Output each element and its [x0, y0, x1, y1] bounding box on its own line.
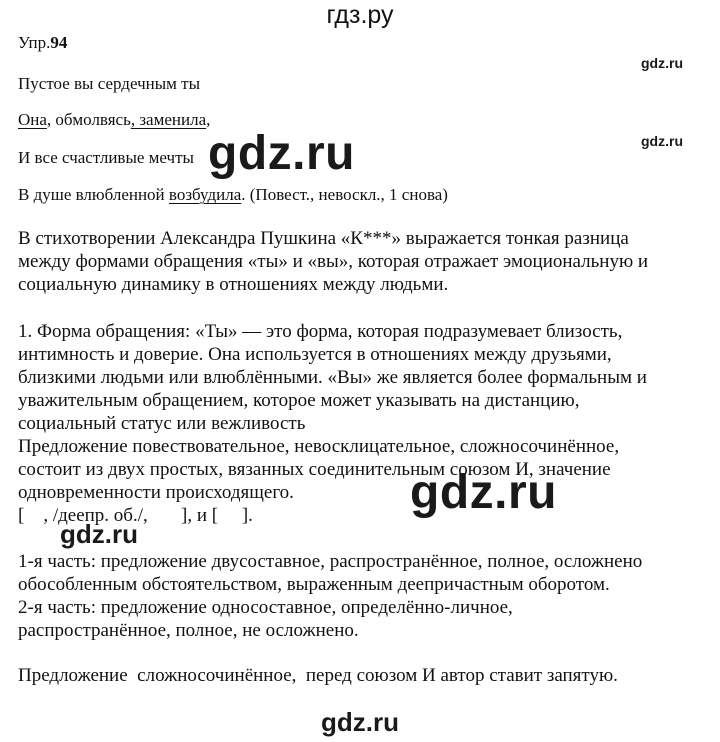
- section-line: состоит из двух простых, вязанных соединительным союзом И, значение: [18, 459, 611, 480]
- intro-paragraph: [18, 227, 648, 296]
- poem-line-3: И все счастливые мечты: [18, 148, 194, 167]
- parts-line: 2-я часть: предложение односоставное, определённо-личное,: [18, 597, 513, 618]
- section-line: интимность и доверие. Она используется в отношениях между друзьями,: [18, 344, 612, 365]
- parts-paragraph: [18, 550, 642, 642]
- poem-line-1: Пустое вы сердечным ты: [18, 74, 201, 93]
- exercise-label: [18, 33, 67, 53]
- watermark-small-1: gdz.ru: [641, 55, 683, 71]
- exercise-number: 94: [50, 33, 68, 52]
- poem-line-4-note: . (Повест., невоскл., 1 снова): [241, 185, 448, 204]
- poem-line-4-start: В душе влюбленной: [18, 185, 169, 204]
- intro-line: В стихотворении Александра Пушкина «К***» выражается тонкая разница: [18, 228, 629, 249]
- poem-line-4: [18, 185, 448, 205]
- poem-line-2: [18, 110, 210, 130]
- conclusion: Предложение сложносочинённое, перед союзом И автор ставит запятую.: [18, 665, 618, 686]
- section-line: 1. Форма обращения: «Ты» — это форма, которая подразумевает близость,: [18, 321, 623, 342]
- watermark-large-1: gdz.ru: [208, 127, 355, 180]
- poem-verb-2: возбудила: [168, 185, 242, 204]
- intro-line: социальную динамику в отношениях между людьми.: [18, 274, 449, 295]
- poem-participle: , обмолвясь: [46, 110, 131, 129]
- section-line: близкими людьми или влюблёнными. «Вы» же является более формальным и: [18, 367, 647, 388]
- poem-subject: Она: [18, 110, 47, 129]
- watermark-large-2: gdz.ru: [410, 466, 557, 519]
- sentence-scheme: [ , /деепр. об./, ], и [ ].: [18, 505, 253, 526]
- intro-line: между формами обращения «ты» и «вы», которая отражает эмоциональную и: [18, 251, 649, 272]
- watermark-mid: gdz.ru: [60, 519, 138, 549]
- poem-comma: ,: [206, 110, 211, 129]
- parts-line: обособленным обстоятельством, выраженным деепричастным оборотом.: [18, 574, 610, 595]
- watermark-bottom: gdz.ru: [321, 707, 399, 737]
- parts-line: распространённое, полное, не осложнено.: [18, 620, 359, 641]
- section-line: уважительным обращением, которое может указывать на дистанцию,: [18, 390, 580, 411]
- section-line: социальный статус или вежливость: [18, 413, 306, 434]
- exercise-prefix: Упр.: [18, 33, 51, 52]
- parts-line: 1-я часть: предложение двусоставное, распространённое, полное, осложнено: [18, 551, 643, 572]
- poem-verb-1: , заменила: [130, 110, 207, 129]
- watermark-small-2: gdz.ru: [641, 133, 683, 149]
- section-line: одновременности происходящего.: [18, 482, 294, 503]
- site-title: гдз.ру: [326, 1, 394, 29]
- section-line: Предложение повествовательное, невосклицательное, сложносочинённое,: [18, 436, 620, 457]
